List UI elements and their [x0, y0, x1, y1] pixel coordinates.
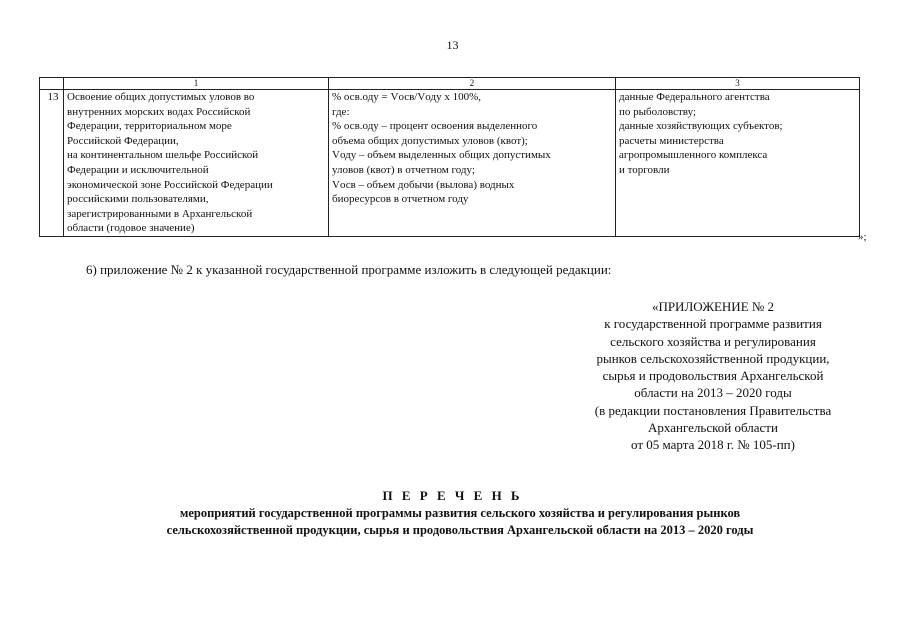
header-cell-2: 2: [329, 78, 616, 90]
document-heading: П Е Р Е Ч Е Н Ь: [382, 488, 523, 503]
cell-line: уловов (квот) в отчетном году;: [332, 163, 475, 176]
row-number: 13: [40, 90, 64, 237]
appendix-line: сельского хозяйства и регулирования: [610, 333, 816, 349]
cell-line: Российской Федерации,: [67, 134, 179, 147]
cell-line: биоресурсов в отчетном году: [332, 193, 469, 206]
amendment-paragraph: 6) приложение № 2 к указанной государственной программе изложить в следующей редакции:: [86, 262, 612, 277]
cell-line: и торговли: [619, 163, 670, 176]
cell-line: данные хозяйствующих субъектов;: [619, 120, 783, 133]
cell-line: внутренних морских водах Российской: [67, 105, 251, 118]
appendix-line: рынков сельскохозяйственной продукции,: [596, 350, 830, 366]
cell-line: объема общих допустимых уловов (квот);: [332, 134, 528, 147]
cell-line: где:: [332, 105, 350, 118]
cell-line: расчеты министерства: [619, 134, 724, 147]
appendix-line: «ПРИЛОЖЕНИЕ № 2: [651, 299, 775, 314]
cell-line: данные Федерального агентства: [619, 91, 770, 103]
header-cell-num: [40, 78, 64, 90]
cell-line: Vосв – объем добычи (вылова) водных: [332, 178, 515, 191]
appendix-line: к государственной программе развития: [604, 316, 822, 332]
cell-line: на континентальном шельфе Российской: [67, 149, 259, 162]
cell-line: по рыболовству;: [619, 105, 697, 118]
appendix-line: сырья и продовольствия Архангельской: [602, 368, 824, 384]
header-cell-1: 1: [64, 78, 329, 90]
subheading-line: сельскохозяйственной продукции, сырья и продовольствия Архангельской области на 2013 – 2020 годы: [166, 523, 754, 537]
cell-line: агропромышленного комплекса: [619, 149, 768, 162]
appendix-line: Архангельской области: [648, 420, 778, 436]
cell-line: Освоение общих допустимых уловов во: [67, 91, 255, 103]
appendix-line: от 05 марта 2018 г. № 105-пп): [631, 437, 795, 453]
indicator-name-cell: [64, 90, 329, 237]
cell-line: % осв.оду = Vосв/Vоду х 100%,: [332, 91, 481, 103]
formula-cell: [329, 90, 616, 237]
appendix-line: (в редакции постановления Правительства: [594, 402, 832, 418]
closing-quote: »;: [858, 231, 867, 243]
table-header-row: [40, 78, 860, 90]
cell-line: Vоду – объем выделенных общих допустимых: [332, 149, 551, 162]
appendix-header: [548, 298, 878, 454]
table-row: [40, 90, 860, 237]
cell-line: Федерации, территориальном море: [67, 120, 232, 133]
indicators-table: [39, 77, 860, 237]
cell-line: % осв.оду – процент освоения выделенного: [332, 120, 538, 133]
data-source-cell: [616, 90, 860, 237]
page-number: 13: [446, 38, 459, 52]
cell-line: экономической зоне Российской Федерации: [67, 178, 273, 191]
document-subheading: [60, 505, 860, 539]
subheading-line: мероприятий государственной программы развития сельского хозяйства и регулирования рынков: [179, 506, 741, 520]
cell-line: российскими пользователями,: [67, 193, 209, 206]
cell-line: области (годовое значение): [67, 222, 195, 235]
cell-line: зарегистрированными в Архангельской: [67, 207, 253, 220]
cell-line: Федерации и исключительной: [67, 163, 209, 176]
header-cell-3: 3: [616, 78, 860, 90]
appendix-line: области на 2013 – 2020 годы: [634, 385, 792, 401]
